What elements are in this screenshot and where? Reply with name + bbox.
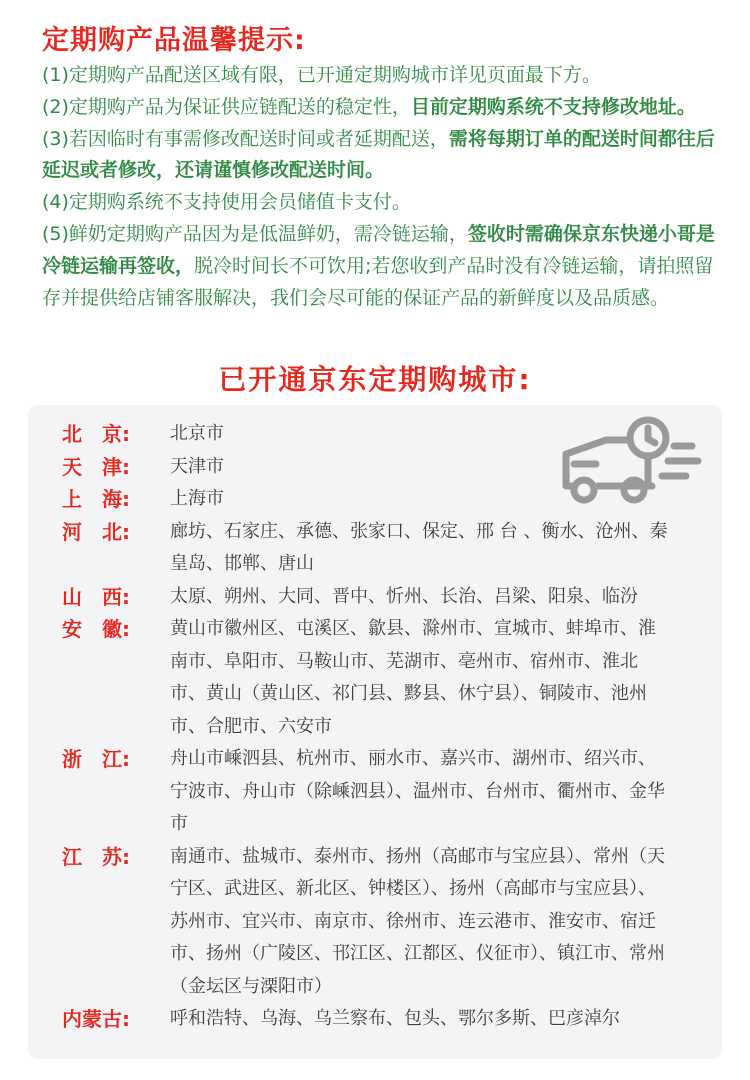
notice-text: 脱冷时间长不可饮用;若您收到产品时没有冷链运输，请拍照留存并提供给店铺客服解决，我们会尽可能的保证产品的新鲜度以及品质感。 xyxy=(42,254,714,309)
notice-emphasis: 需将每期订单的配送时间都往后延迟或者修改，还请谨慎修改配送时间。 xyxy=(42,127,715,182)
city-names: 上海市 xyxy=(170,488,224,509)
city-names: 黄山市徽州区、屯溪区、歙县、滁州市、宣城市、蚌埠市、淮南市、阜阳市、马鞍山市、芜湖市、亳州市、宿州市、淮北市、黄山（黄山区、祁门县、黟县、休宁县）、铜陵市、池州市、合肥市、六安市 xyxy=(170,618,656,737)
city-names: 北京市 xyxy=(170,423,224,444)
province-label: 安 徽: xyxy=(62,617,130,641)
city-names: 舟山市嵊泗县、杭州市、丽水市、嘉兴市、湖州市、绍兴市、宁波市、舟山市（除嵊泗县）、温州市、台州市、衢州市、金华市 xyxy=(170,748,665,834)
city-names: 天津市 xyxy=(170,455,224,477)
notice-item xyxy=(42,124,732,188)
province-label: 内蒙古: xyxy=(62,1007,130,1031)
notice-text: (4)定期购系统不支持使用会员储值卡支付。 xyxy=(42,191,411,214)
city-names: 呼和浩特、乌海、乌兰察布、包头、鄂尔多斯、巴彦淖尔 xyxy=(170,1008,620,1029)
province-label: 江 苏: xyxy=(62,844,130,869)
city-row xyxy=(62,743,672,841)
notice-text: (2)定期购产品为保证供应链配送的稳定性， xyxy=(42,95,411,118)
notice-item xyxy=(42,187,732,219)
city-row xyxy=(62,1003,672,1036)
province-label: 山 西: xyxy=(62,584,130,609)
city-row xyxy=(62,581,672,614)
notice-text: (1)定期购产品配送区域有限，已开通定期购城市详见页面最下方。 xyxy=(42,64,601,86)
notice-item xyxy=(42,92,732,124)
city-row xyxy=(62,516,672,581)
notice-text: (5)鲜奶定期购产品因为是低温鲜奶，需冷链运输， xyxy=(42,222,468,245)
province-label: 浙 江: xyxy=(62,747,130,771)
city-row xyxy=(62,841,672,1004)
city-names: 太原、朔州、大同、晋中、忻州、长治、吕梁、阳泉、临汾 xyxy=(170,585,638,607)
city-row xyxy=(62,613,672,743)
city-list xyxy=(62,418,672,1036)
province-label: 河 北: xyxy=(62,519,130,544)
province-label: 天 津: xyxy=(62,454,130,479)
notice-emphasis: 签收时需确保京东快递小哥是冷链运输再签收， xyxy=(42,222,715,277)
notice-list xyxy=(42,60,732,314)
city-row xyxy=(62,483,672,516)
province-label: 上 海: xyxy=(62,487,130,511)
notice-title: 定期购产品温馨提示: xyxy=(42,25,306,56)
notice-text: (3)若因临时有事需修改配送时间或者延期配送， xyxy=(42,127,449,150)
province-label: 北 京: xyxy=(62,422,130,446)
cities-section-title: 已开通京东定期购城市: xyxy=(218,363,532,396)
notice-item xyxy=(42,60,732,92)
city-row xyxy=(62,418,672,451)
city-names: 廊坊、石家庄、承德、张家口、保定、邢 台 、衡水、沧州、秦皇岛、邯郸、唐山 xyxy=(170,520,668,574)
notice-item xyxy=(42,219,732,314)
city-names: 南通市、盐城市、泰州市、扬州（高邮市与宝应县）、常州（天宁区、武进区、新北区、钟楼区）、扬州（高邮市与宝应县）、苏州市、宜兴市、南京市、徐州市、连云港市、淮安市、宿迁市、扬州（广陵区、邗江区、江都区、仪征市）、镇江市、常州（金坛区与溧阳市） xyxy=(170,845,665,997)
city-row xyxy=(62,451,672,484)
notice-emphasis: 目前定期购系统不支持修改地址。 xyxy=(410,95,696,118)
